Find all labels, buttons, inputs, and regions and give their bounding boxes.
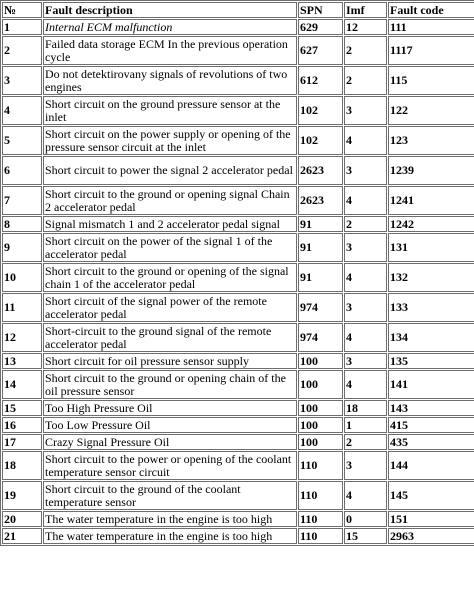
spn-value: 2623 [298, 156, 343, 185]
fault-code-value: 135 [388, 353, 474, 369]
fault-code-value: 1239 [388, 156, 474, 185]
row-number: 17 [2, 434, 42, 450]
table-row [2, 36, 474, 65]
row-number: 2 [2, 36, 42, 65]
fault-code-value: 122 [388, 96, 474, 125]
table-row [2, 96, 474, 125]
fault-code-value: 123 [388, 126, 474, 155]
fault-code-value: 115 [388, 66, 474, 95]
imf-value: 4 [344, 370, 387, 399]
header-imf: Imf [344, 2, 387, 18]
fault-code-value: 133 [388, 293, 474, 322]
imf-value: 4 [344, 323, 387, 352]
header-number: № [2, 2, 42, 18]
row-number: 16 [2, 417, 42, 433]
table-row [2, 528, 474, 544]
spn-value: 100 [298, 353, 343, 369]
fault-code-value: 415 [388, 417, 474, 433]
table-row [2, 481, 474, 510]
fault-description: Short circuit on the power of the signal 1 of the accelerator pedal [43, 233, 297, 262]
table-row [2, 451, 474, 480]
imf-value: 2 [344, 66, 387, 95]
fault-code-value: 151 [388, 511, 474, 527]
imf-value: 4 [344, 186, 387, 215]
spn-value: 2623 [298, 186, 343, 215]
row-number: 18 [2, 451, 42, 480]
row-number: 4 [2, 96, 42, 125]
fault-description: Short circuit to power the signal 2 accelerator pedal [43, 156, 297, 185]
fault-code-value: 134 [388, 323, 474, 352]
table-row [2, 126, 474, 155]
fault-description: Short circuit of the signal power of the remote accelerator pedal [43, 293, 297, 322]
imf-value: 12 [344, 19, 387, 35]
imf-value: 2 [344, 434, 387, 450]
table-row [2, 293, 474, 322]
imf-value: 4 [344, 481, 387, 510]
spn-value: 110 [298, 451, 343, 480]
spn-value: 100 [298, 400, 343, 416]
fault-code-value: 143 [388, 400, 474, 416]
spn-value: 627 [298, 36, 343, 65]
fault-description: Failed data storage ECM In the previous operation cycle [43, 36, 297, 65]
fault-description: Short circuit to the ground of the coolant temperature sensor [43, 481, 297, 510]
fault-description: Short circuit to the ground or opening chain of the oil pressure sensor [43, 370, 297, 399]
fault-description: Short circuit to the power or opening of the coolant temperature sensor circuit [43, 451, 297, 480]
spn-value: 110 [298, 481, 343, 510]
spn-value: 974 [298, 293, 343, 322]
row-number: 14 [2, 370, 42, 399]
imf-value: 2 [344, 216, 387, 232]
imf-value: 1 [344, 417, 387, 433]
row-number: 15 [2, 400, 42, 416]
imf-value: 4 [344, 263, 387, 292]
row-number: 7 [2, 186, 42, 215]
fault-description: The water temperature in the engine is too high [43, 511, 297, 527]
spn-value: 100 [298, 434, 343, 450]
table-row [2, 370, 474, 399]
spn-value: 100 [298, 370, 343, 399]
row-number: 21 [2, 528, 42, 544]
fault-description: Internal ECM malfunction [43, 19, 297, 35]
imf-value: 3 [344, 353, 387, 369]
table-header-row [2, 2, 474, 18]
fault-description: Short circuit to the ground or opening signal Chain 2 accelerator pedal [43, 186, 297, 215]
fault-description: Short circuit on the power supply or opening of the pressure sensor circuit at the inlet [43, 126, 297, 155]
imf-value: 3 [344, 156, 387, 185]
imf-value: 4 [344, 126, 387, 155]
fault-code-value: 1117 [388, 36, 474, 65]
imf-value: 3 [344, 293, 387, 322]
table-row [2, 434, 474, 450]
fault-description: Short circuit for oil pressure sensor supply [43, 353, 297, 369]
spn-value: 974 [298, 323, 343, 352]
imf-value: 2 [344, 36, 387, 65]
fault-description: Short-circuit to the ground signal of the remote accelerator pedal [43, 323, 297, 352]
table-row [2, 400, 474, 416]
header-spn: SPN [298, 2, 343, 18]
fault-description: Signal mismatch 1 and 2 accelerator pedal signal [43, 216, 297, 232]
row-number: 11 [2, 293, 42, 322]
spn-value: 91 [298, 233, 343, 262]
fault-description: Short circuit to the ground or opening of the signal chain 1 of the accelerator pedal [43, 263, 297, 292]
table-row [2, 417, 474, 433]
table-row [2, 323, 474, 352]
table-row [2, 511, 474, 527]
imf-value: 3 [344, 451, 387, 480]
fault-description: Short circuit on the ground pressure sensor at the inlet [43, 96, 297, 125]
fault-code-value: 435 [388, 434, 474, 450]
row-number: 12 [2, 323, 42, 352]
fault-description: The water temperature in the engine is too high [43, 528, 297, 544]
row-number: 5 [2, 126, 42, 155]
table-row [2, 186, 474, 215]
fault-code-value: 131 [388, 233, 474, 262]
fault-code-value: 141 [388, 370, 474, 399]
fault-code-value: 111 [388, 19, 474, 35]
spn-value: 102 [298, 126, 343, 155]
spn-value: 629 [298, 19, 343, 35]
imf-value: 15 [344, 528, 387, 544]
fault-description: Do not detektirovany signals of revolutions of two engines [43, 66, 297, 95]
spn-value: 102 [298, 96, 343, 125]
row-number: 8 [2, 216, 42, 232]
row-number: 9 [2, 233, 42, 262]
header-fault-description: Fault description [43, 2, 297, 18]
row-number: 3 [2, 66, 42, 95]
row-number: 10 [2, 263, 42, 292]
fault-code-value: 145 [388, 481, 474, 510]
table-row [2, 66, 474, 95]
table-row [2, 353, 474, 369]
table-row [2, 156, 474, 185]
table-row [2, 263, 474, 292]
row-number: 6 [2, 156, 42, 185]
fault-description: Crazy Signal Pressure Oil [43, 434, 297, 450]
table-row [2, 19, 474, 35]
row-number: 1 [2, 19, 42, 35]
spn-value: 612 [298, 66, 343, 95]
fault-code-value: 144 [388, 451, 474, 480]
imf-value: 18 [344, 400, 387, 416]
row-number: 20 [2, 511, 42, 527]
fault-description: Too High Pressure Oil [43, 400, 297, 416]
header-fault-code: Fault code [388, 2, 474, 18]
imf-value: 3 [344, 233, 387, 262]
fault-code-value: 2963 [388, 528, 474, 544]
fault-description: Too Low Pressure Oil [43, 417, 297, 433]
imf-value: 0 [344, 511, 387, 527]
fault-code-value: 1242 [388, 216, 474, 232]
spn-value: 110 [298, 511, 343, 527]
spn-value: 110 [298, 528, 343, 544]
imf-value: 3 [344, 96, 387, 125]
fault-code-value: 1241 [388, 186, 474, 215]
table-row [2, 233, 474, 262]
row-number: 13 [2, 353, 42, 369]
fault-code-value: 132 [388, 263, 474, 292]
spn-value: 91 [298, 216, 343, 232]
spn-value: 100 [298, 417, 343, 433]
row-number: 19 [2, 481, 42, 510]
table-row [2, 216, 474, 232]
spn-value: 91 [298, 263, 343, 292]
